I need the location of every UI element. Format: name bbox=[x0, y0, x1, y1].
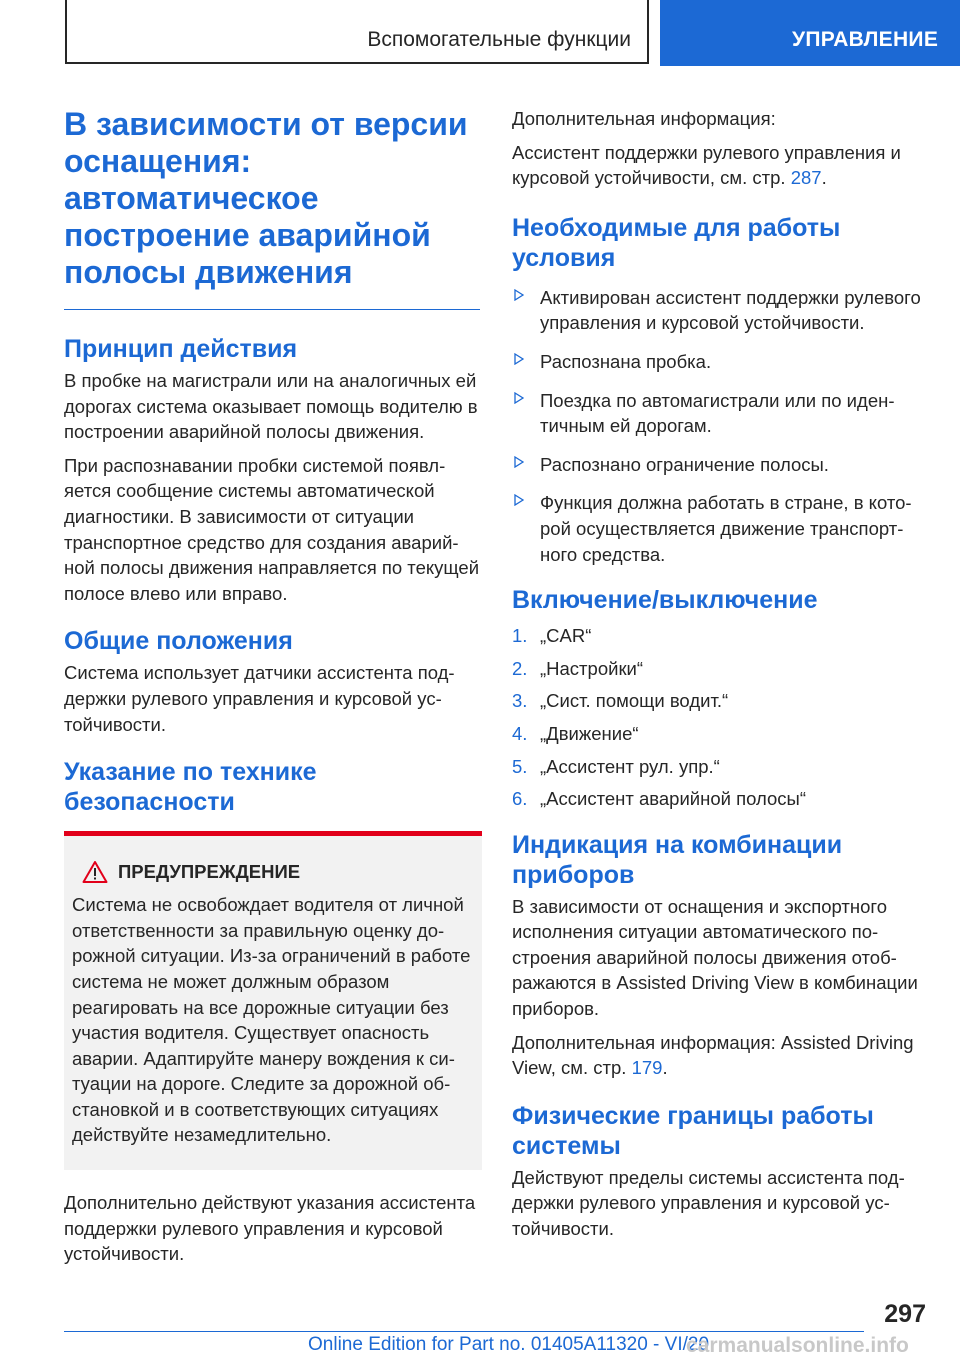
heading-conditions: Необходимые для работы условия bbox=[512, 213, 841, 272]
page-title: В зависимости от версии оснащения: автоматическое построение аварийной полосы движения bbox=[64, 106, 468, 290]
section-principle bbox=[64, 334, 482, 606]
page-link-179[interactable]: 179 bbox=[631, 1057, 663, 1079]
general-paragraph: Система использует датчики ассистента поддержки рулевого управления и курсовой устойчивости. bbox=[64, 662, 455, 735]
footer-edition: Online Edition for Part no. 01405A11320 - VI/20 bbox=[308, 1334, 710, 1355]
section-limits bbox=[512, 1101, 930, 1242]
warning-box bbox=[64, 831, 482, 1170]
list-item: 4. „Движение“ bbox=[512, 722, 639, 744]
intro-label: Дополнительная информация: bbox=[512, 108, 776, 129]
heading-principle: Принцип действия bbox=[64, 335, 298, 363]
list-item: 5. „Ассистент рул. упр.“ bbox=[512, 755, 720, 777]
list-item: 6. „Ассистент аварийной полосы“ bbox=[512, 788, 807, 810]
left-column bbox=[64, 106, 482, 1275]
header-section-title: Вспомогательные функции bbox=[367, 28, 631, 51]
section-cluster bbox=[512, 830, 930, 1081]
list-item: 1. „CAR“ bbox=[512, 625, 592, 647]
section-general bbox=[64, 626, 482, 737]
onoff-steps bbox=[512, 623, 930, 812]
section-conditions bbox=[512, 213, 930, 567]
list-item: Активирован ассистент поддержки рулевого управления и курсовой устойчивости. bbox=[512, 285, 930, 336]
title-divider bbox=[64, 309, 480, 310]
list-item: Поездка по автомагистрали или по идентичным ей дорогам. bbox=[512, 388, 930, 439]
header-section-box bbox=[65, 0, 649, 64]
warning-triangle-icon bbox=[82, 860, 108, 884]
header-chapter-tab: УПРАВЛЕНИЕ bbox=[660, 0, 960, 66]
cluster-paragraph-2: Дополнительная информация: Assisted Driving View, см. стр. 179. bbox=[512, 1031, 914, 1079]
bullet-triangle-icon bbox=[514, 289, 524, 301]
principle-paragraph-1: В пробке на магистрали или на аналогичных ей дорогах система оказывает помощь водителю в построении аварийной полосы движения. bbox=[64, 370, 478, 443]
bullet-triangle-icon bbox=[514, 392, 524, 404]
cluster-paragraph-1: В зависимости от оснащения и экспортного исполнения ситуации автоматического построения аварийной полосы движения отображаются в Assisted Driving View в комбинации приборов. bbox=[512, 895, 918, 1020]
principle-paragraph-2: При распознавании пробки системой появляется сообщение системы автоматической диагностики. В зависимости от ситуации транспортное средство для создания аварийной полосы движения направляется по текущей полосе влево или вправо. bbox=[64, 454, 480, 604]
safety-additional-paragraph: Дополнительно действуют указания ассистента поддержки рулевого управления и курсовой устойчивости. bbox=[64, 1192, 476, 1265]
list-item: 2. „Настройки“ bbox=[512, 657, 644, 679]
section-onoff bbox=[512, 585, 930, 812]
warning-title: ПРЕДУПРЕЖДЕНИЕ bbox=[118, 861, 301, 883]
intro-reference: Ассистент поддержки рулевого управления и курсовой устойчивости, см. стр. 287. bbox=[512, 141, 901, 189]
bullet-triangle-icon bbox=[514, 494, 524, 506]
bullet-triangle-icon bbox=[514, 456, 524, 468]
page-number: 297 bbox=[884, 1300, 926, 1328]
heading-cluster: Индикация на комбинации приборов bbox=[512, 830, 843, 889]
list-item: Распознано ограничение полосы. bbox=[512, 452, 930, 478]
right-column bbox=[512, 106, 930, 1250]
limits-paragraph: Действуют пределы системы ассистента поддержки рулевого управления и курсовой устойчивости. bbox=[512, 1166, 905, 1240]
watermark: carmanualsonline.info bbox=[686, 1334, 909, 1357]
heading-general: Общие положения bbox=[64, 627, 293, 656]
heading-onoff: Включение/выключение bbox=[512, 586, 818, 615]
heading-safety: Указание по технике безопасности bbox=[64, 758, 317, 817]
conditions-list bbox=[512, 285, 930, 567]
page-header bbox=[0, 0, 960, 66]
page-link-287[interactable]: 287 bbox=[790, 167, 822, 189]
warning-header bbox=[72, 860, 474, 884]
heading-limits: Физические границы работы системы bbox=[512, 1101, 874, 1160]
section-safety bbox=[64, 757, 482, 1267]
list-item: Функция должна работать в стране, в которой осуществляется движение транспортного средства. bbox=[512, 490, 930, 567]
list-item: Распознана пробка. bbox=[512, 349, 930, 375]
list-item: 3. „Сист. помощи водит.“ bbox=[512, 690, 729, 712]
bullet-triangle-icon bbox=[514, 353, 524, 365]
footer-divider bbox=[64, 1331, 864, 1332]
warning-text: Система не освобождает водителя от личной ответственности за правильную оценку дорожной ситуации. Из-за ограничений в работе система не может должным образом реагировать на все дорожные ситуации без участия водителя. Существует опасность аварии. Адаптируйте манеру вождения к ситуации на дороге. Следите за дорожной обстановкой и в соответствующих ситуациях действуйте незамедлительно. bbox=[72, 894, 471, 1146]
